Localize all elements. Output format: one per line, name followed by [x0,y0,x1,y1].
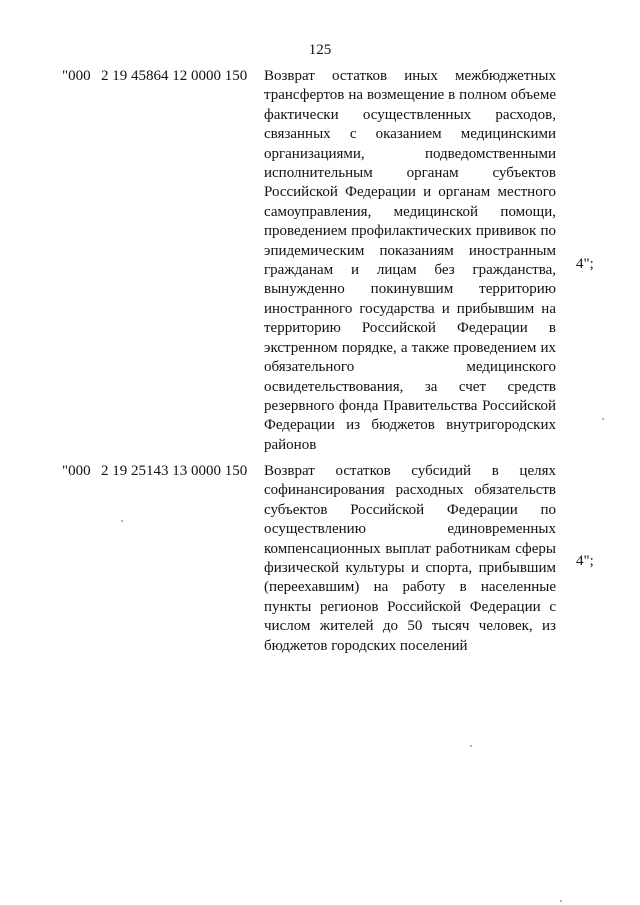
page-number: 125 [308,42,332,58]
entry-description: Возврат остатков субсидий в целях софинансирования расходных обязательств субъектов Российской Федерации по осуществлению единовременных компенсационных выплат работникам сферы физической культуры и спорта, прибывшим (переехавшим) на работу в населенные пункты регионов Российской Федерации с числом жителей до 50 тысяч человек, из бюджетов городских поселений [264,463,556,654]
budget-classification-code: 2 19 25143 13 0000 150 [101,463,248,479]
entry-value: 4"; [576,256,594,272]
scan-speck [121,520,123,522]
code-prefix: "000 [62,68,91,84]
entry-value: 4"; [576,553,594,569]
scan-speck [470,745,472,747]
entry-description: Возврат остатков иных межбюджетных трансфертов на возмещение в полном объеме фактически осуществленных расходов, связанных с оказанием медицинскими организациями, подведомственными исполнительным органам субъектов Российской Федерации и органам местного самоуправления, медицинской помощи, проведением профилактических прививок по эпидемическим показаниям иностранным гражданам и лицам без гражданства, вынужденно покинувшим территорию иностранного государства и прибывшим на территорию Российской Федерации в экстренном порядке, а также проведением их обязательного медицинского освидетельствования, за счет средств резервного фонда Правительства Российской Федерации из бюджетов внутригородских районов [264,68,556,453]
budget-classification-code: 2 19 45864 12 0000 150 [101,68,248,84]
scan-speck [602,418,604,420]
code-prefix: "000 [62,463,91,479]
scan-speck [560,900,562,902]
